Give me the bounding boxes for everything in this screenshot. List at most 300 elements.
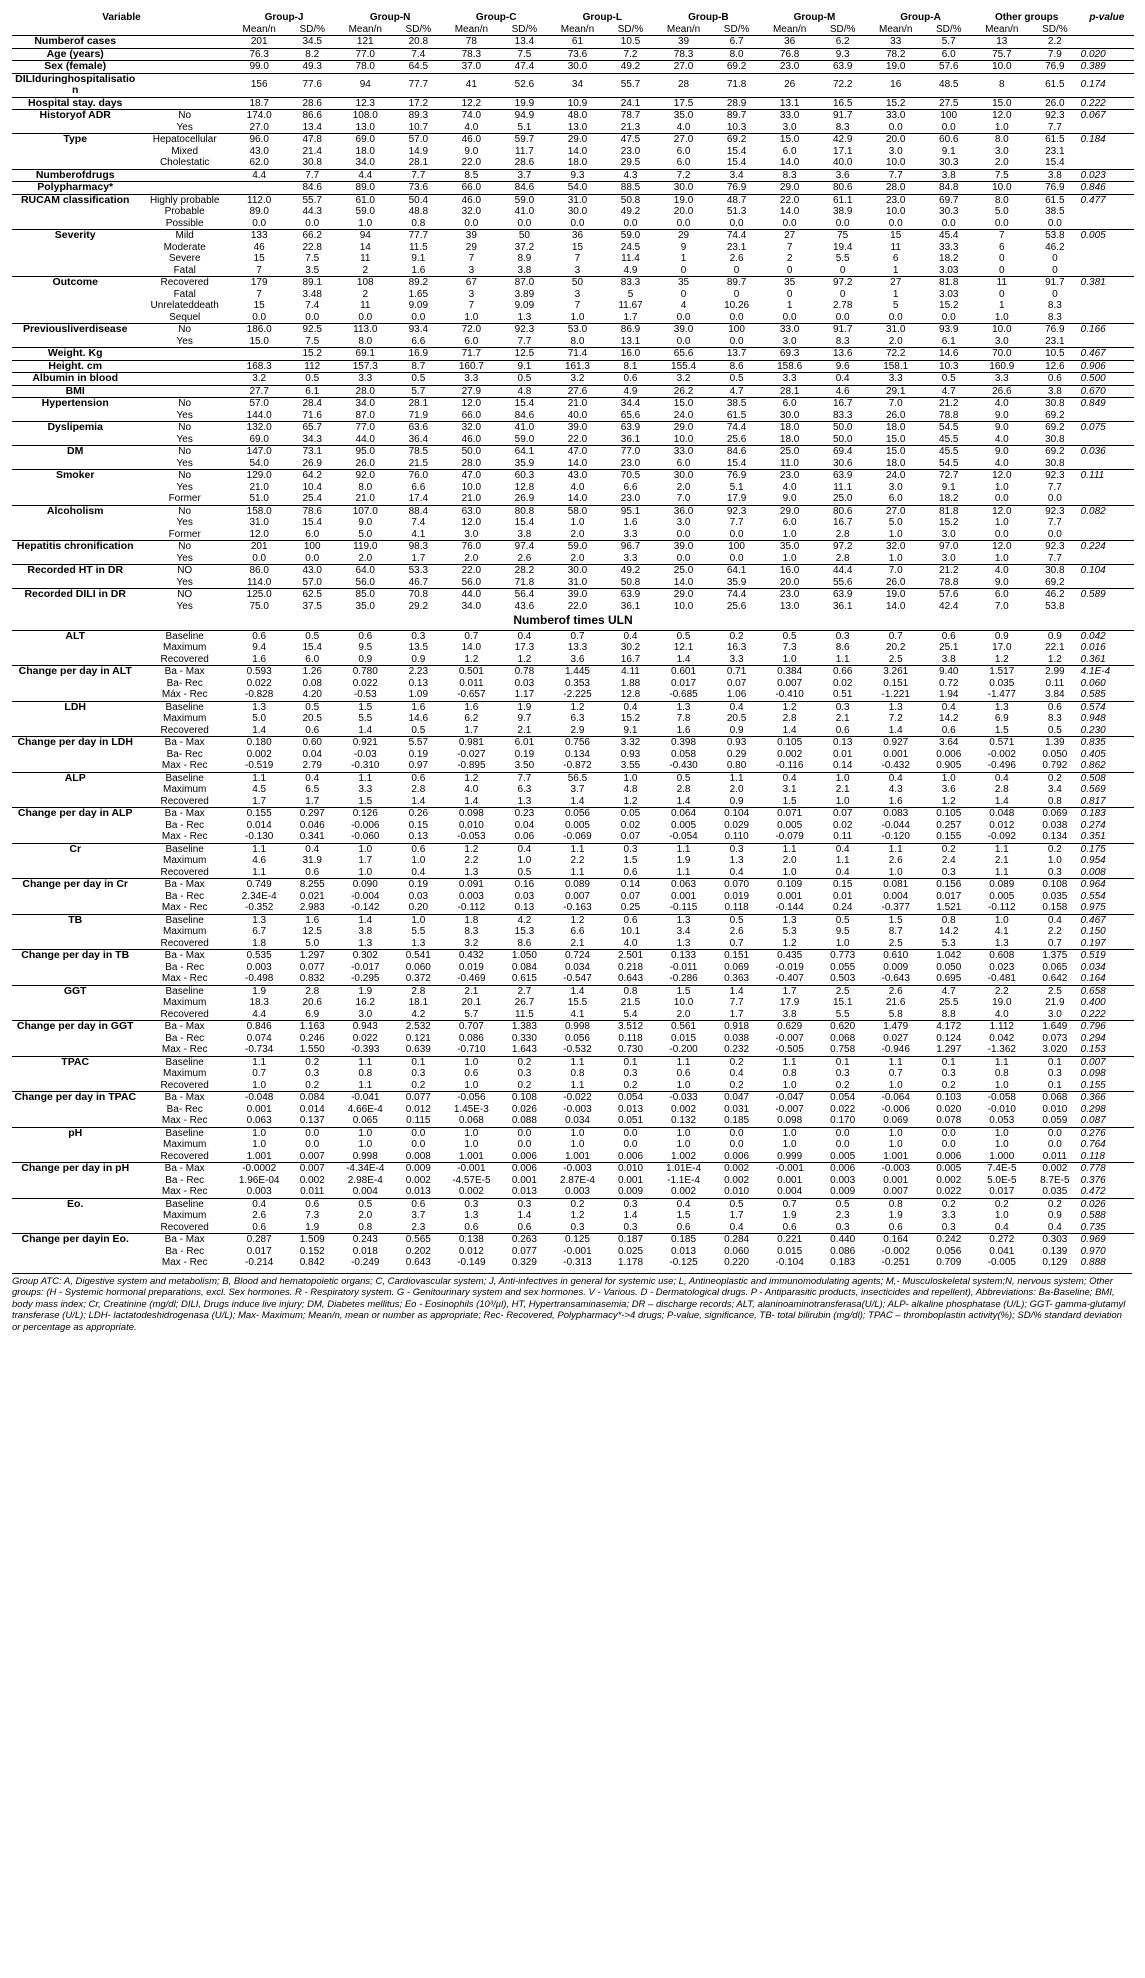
sd-cell: 3.64 — [924, 737, 974, 749]
sd-cell: 1.2 — [941, 795, 956, 807]
table-row — [12, 97, 1134, 110]
mean-cell: -0.060 — [351, 831, 380, 842]
sd-cell: 0.0 — [500, 1127, 550, 1139]
sd-cell: 48.8 — [408, 206, 429, 217]
mean-cell: 0.6 — [464, 1068, 479, 1079]
mean-cell: -0.377 — [881, 902, 910, 913]
variable-cell — [12, 725, 138, 737]
mean-cell: 6.2 — [464, 713, 479, 724]
sd-cell: 0.11 — [1045, 677, 1065, 689]
sd-cell: 0.6 — [305, 724, 320, 736]
sd-cell: 0.4 — [287, 843, 337, 855]
mean-cell: 1.3 — [358, 937, 373, 949]
sd-cell: 3.84 — [1045, 689, 1065, 700]
mean-cell: 30.0 — [779, 409, 800, 421]
sd-header: SD/% — [299, 23, 325, 35]
sd-cell: 60.3 — [500, 470, 550, 482]
p-value-cell: 0.389 — [1080, 61, 1134, 74]
mean-cell: 0.8 — [994, 1068, 1009, 1079]
sd-cell: 1.0 — [835, 937, 850, 949]
mean-cell: 1.002 — [671, 1150, 697, 1162]
category-cell: Hepatocellular — [138, 134, 231, 146]
sd-cell: 1.550 — [299, 1044, 325, 1055]
sd-cell: 15.4 — [500, 398, 550, 410]
mean-cell: 1.0 — [570, 1139, 585, 1150]
mean-cell: 72.0 — [443, 324, 499, 336]
sd-cell: 0.13 — [514, 902, 535, 913]
mean-cell: 41 — [443, 73, 499, 97]
p-value-cell: 0.366 — [1080, 1092, 1134, 1104]
mean-cell: 0.004 — [777, 1186, 803, 1197]
mean-cell: 56.5 — [549, 772, 605, 784]
mean-cell: 1.2 — [549, 914, 605, 926]
mean-cell: -0.022 — [549, 1092, 605, 1104]
sd-cell: 0 — [839, 264, 846, 276]
sd-cell: 44.3 — [302, 206, 322, 217]
sd-cell: 4.20 — [302, 689, 322, 700]
mean-cell: 28.0 — [337, 385, 393, 398]
sd-cell: 4.9 — [623, 264, 638, 276]
sd-cell: 20.5 — [726, 713, 747, 724]
group-header: Group-B — [688, 12, 729, 23]
table-row — [12, 1257, 1134, 1269]
mean-cell: 1.0 — [782, 653, 797, 665]
sd-cell: 0.5 — [393, 373, 443, 386]
category-cell: Maximum — [163, 1210, 207, 1221]
mean-cell: 2.0 — [464, 552, 479, 564]
mean-cell: 2.1 — [443, 985, 499, 997]
sd-cell: 3.020 — [1042, 1044, 1068, 1055]
table-row — [12, 1186, 1134, 1198]
category-cell: Highly probable — [138, 194, 231, 206]
table-row — [12, 134, 1134, 146]
sd-cell: 0.124 — [936, 1032, 962, 1044]
sd-cell: 2.6 — [729, 926, 744, 937]
sd-cell: 0.242 — [924, 1234, 974, 1246]
mean-cell: 3.3 — [868, 373, 924, 386]
mean-cell: 1.0 — [570, 517, 585, 528]
mean-cell: 0 — [999, 288, 1005, 300]
sd-cell: 12.6 — [1030, 360, 1080, 373]
sd-cell: 2.6 — [729, 253, 744, 264]
mean-cell: 0.6 — [337, 630, 393, 642]
mean-cell: 57.0 — [231, 398, 287, 410]
sd-cell: 0.065 — [1042, 961, 1068, 973]
p-value-cell: 0.166 — [1080, 324, 1134, 336]
table-row — [12, 820, 1134, 832]
sd-cell: 61.5 — [726, 409, 747, 421]
mean-cell: 31.0 — [549, 194, 605, 206]
mean-cell: 1.3 — [994, 937, 1009, 949]
sd-cell: 0.022 — [936, 1186, 962, 1197]
mean-cell: 17.9 — [779, 997, 800, 1008]
category-cell: Recovered — [160, 866, 209, 878]
variable-cell: Recorded HT in DR — [12, 565, 138, 577]
mean-cell: 9.0 — [358, 517, 373, 528]
mean-cell: 14.0 — [779, 206, 800, 217]
table-row — [12, 772, 1134, 784]
sd-cell: 17.3 — [514, 642, 535, 653]
sd-cell: 56.4 — [500, 589, 550, 601]
mean-cell: 1.9 — [337, 985, 393, 997]
sd-cell: 6.6 — [411, 481, 426, 493]
sd-cell: 34.3 — [302, 433, 322, 445]
sd-cell: 69.2 — [1045, 409, 1065, 421]
table-row — [12, 230, 1134, 242]
sd-cell: 0.93 — [620, 748, 641, 760]
sd-cell: 50.8 — [620, 576, 641, 588]
sd-cell: 0.03 — [408, 890, 429, 902]
p-value-cell — [1080, 253, 1134, 265]
sd-cell: 15.4 — [514, 517, 535, 528]
p-value-cell: 0.906 — [1080, 360, 1134, 373]
sd-cell: 25.5 — [939, 997, 959, 1008]
mean-cell: 1.1 — [868, 843, 924, 855]
mean-cell: 1 — [680, 253, 687, 264]
variable-cell — [12, 1222, 138, 1234]
sd-cell: 0.046 — [299, 819, 325, 831]
mean-cell: -0.056 — [443, 1092, 499, 1104]
sd-cell: 38.9 — [832, 206, 853, 217]
mean-cell: 0.063 — [655, 879, 711, 891]
sd-cell: 19.4 — [832, 241, 853, 253]
mean-cell: 0.535 — [231, 950, 287, 962]
mean-cell: 2.8 — [782, 713, 797, 724]
sd-cell: 57.0 — [302, 576, 322, 588]
mean-cell: 1.0 — [655, 1127, 711, 1139]
sd-cell: 0.23 — [500, 808, 550, 820]
mean-cell: 0.001 — [777, 890, 803, 902]
sd-cell: 64.5 — [393, 61, 443, 74]
sd-cell: 2.8 — [393, 985, 443, 997]
sd-cell: 0.8 — [411, 217, 426, 229]
mean-cell: 0.0 — [994, 493, 1009, 504]
mean-cell: 6.0 — [888, 493, 903, 504]
p-value-cell — [1080, 482, 1134, 494]
p-value-cell — [1080, 289, 1134, 301]
table-row — [12, 146, 1134, 158]
sd-cell: 44.4 — [818, 565, 868, 577]
mean-cell: 0.756 — [549, 737, 605, 749]
mean-cell: 1.0 — [974, 1127, 1030, 1139]
mean-cell: -0.048 — [231, 1092, 287, 1104]
sd-cell: 0.001 — [511, 1174, 537, 1186]
variable-cell: Previousliverdisease — [12, 324, 138, 336]
sd-cell: 0.8 — [606, 985, 656, 997]
p-value-cell: 0.098 — [1080, 1068, 1106, 1079]
mean-cell: 0.221 — [761, 1234, 817, 1246]
mean-cell: 15.0 — [868, 446, 924, 458]
sd-cell: 0.04 — [514, 819, 535, 831]
sd-cell: 26.9 — [514, 493, 535, 504]
mean-cell: 31.0 — [567, 576, 588, 588]
p-value-header: p-value — [1089, 12, 1125, 23]
mean-cell: 46.0 — [443, 194, 499, 206]
p-value-cell: 0.224 — [1080, 541, 1134, 553]
sd-cell: 63.9 — [606, 422, 656, 434]
mean-cell: 1.3 — [868, 701, 924, 713]
sd-cell: 0.615 — [511, 973, 537, 984]
mean-cell: 7 — [256, 264, 262, 276]
mean-cell: 15.0 — [761, 134, 817, 146]
mean-cell: 9.0 — [994, 576, 1009, 588]
mean-cell: 3.8 — [782, 1008, 797, 1020]
results-table — [12, 12, 1134, 1269]
sd-cell: 1.643 — [511, 1044, 537, 1055]
sd-cell: 0.051 — [617, 1115, 644, 1126]
mean-cell: 1.5 — [358, 795, 373, 807]
mean-cell: 3 — [574, 288, 581, 300]
category-cell: Máx - Rec — [161, 689, 208, 700]
mean-cell: 0.0 — [888, 217, 903, 229]
mean-cell: 1.0 — [782, 1079, 797, 1091]
mean-cell: 1.000 — [989, 1150, 1015, 1162]
table-row — [12, 73, 1134, 97]
sd-cell: 1.3 — [517, 311, 532, 323]
sd-cell: 0.134 — [1042, 831, 1068, 842]
mean-cell: -0.069 — [563, 831, 592, 842]
sd-cell: 0.2 — [623, 1079, 638, 1091]
mean-cell: 0.7 — [888, 1068, 903, 1079]
mean-cell: 1.1 — [974, 843, 1030, 855]
sd-cell: 15.3 — [514, 926, 535, 937]
sd-cell: 0.155 — [936, 831, 962, 842]
sd-cell: 0.07 — [620, 831, 641, 842]
mean-cell: 0.2 — [974, 1198, 1030, 1210]
sd-cell: 8.3 — [835, 335, 850, 347]
variable-cell: Change per day in LDH — [12, 737, 138, 749]
mean-cell: 27 — [868, 277, 924, 289]
sd-cell: 25.4 — [302, 493, 322, 504]
mean-cell: 0.089 — [549, 879, 605, 891]
category-cell: Former — [168, 528, 201, 540]
sd-cell: 0.068 — [1030, 1092, 1080, 1104]
mean-cell: 29.0 — [655, 589, 711, 601]
mean-cell: 0.0 — [358, 311, 373, 323]
mean-cell: 50.0 — [443, 446, 499, 458]
mean-cell: 1.1 — [655, 1056, 711, 1068]
mean-cell: -0.685 — [669, 689, 698, 700]
p-value-cell: 0.964 — [1080, 879, 1134, 891]
sd-cell: 0.077 — [511, 1245, 537, 1257]
mean-cell: 0 — [999, 264, 1005, 276]
mean-cell: 12.3 — [337, 97, 393, 110]
mean-cell: -0.149 — [457, 1257, 486, 1268]
category-cell: Possible — [165, 217, 204, 229]
category-cell — [138, 61, 231, 74]
sd-cell: 10.7 — [408, 121, 429, 133]
mean-cell: 0.151 — [883, 677, 909, 689]
sd-cell: 0.187 — [606, 1234, 656, 1246]
mean-cell: 26.2 — [655, 385, 711, 398]
mean-cell: 2.0 — [358, 552, 373, 564]
sd-cell: 0.7 — [1047, 937, 1062, 949]
mean-cell: 14.0 — [885, 600, 906, 612]
mean-cell: -0.407 — [775, 973, 804, 984]
mean-cell: 5 — [892, 300, 899, 311]
sd-cell: 92.3 — [1030, 541, 1080, 553]
mean-cell: 16.2 — [355, 997, 375, 1008]
sd-cell: 15.4 — [726, 457, 747, 469]
sd-cell: 6.01 — [500, 737, 550, 749]
mean-cell: 1.1 — [337, 772, 393, 784]
sd-cell: 76.9 — [712, 182, 762, 195]
table-row — [12, 48, 1134, 61]
mean-cell: -0.393 — [351, 1044, 380, 1055]
sd-cell: 4.8 — [623, 784, 638, 795]
mean-cell: 7.0 — [868, 398, 924, 410]
sd-cell: 46.2 — [1030, 589, 1080, 601]
mean-cell: 4.0 — [782, 481, 797, 493]
table-row — [12, 541, 1134, 553]
p-value-cell: 0.034 — [1080, 961, 1106, 973]
sd-cell: 23.1 — [1045, 145, 1065, 157]
sd-cell: 0.006 — [936, 1150, 962, 1162]
variable-cell: Change per day in Cr — [12, 879, 138, 891]
sd-cell: 2.5 — [818, 985, 868, 997]
sd-cell: 4.9 — [606, 385, 656, 398]
mean-cell: 27.9 — [443, 385, 499, 398]
mean-cell: -0.872 — [563, 760, 592, 771]
p-value-cell: 0.948 — [1080, 713, 1106, 724]
mean-cell: 33 — [868, 36, 924, 49]
variable-cell — [12, 962, 138, 974]
category-cell: Former — [168, 493, 201, 504]
mean-cell: 1.0 — [888, 1079, 903, 1091]
mean-cell: 1.0 — [994, 1079, 1009, 1091]
mean-cell: 1.0 — [888, 866, 903, 878]
mean-cell: -0.006 — [881, 1103, 910, 1115]
variable-cell: Eo. — [12, 1198, 138, 1210]
mean-cell: 0.017 — [246, 1245, 272, 1257]
mean-cell: 6.6 — [570, 926, 585, 937]
p-value-cell: 0.184 — [1080, 134, 1134, 146]
mean-cell: 78.3 — [655, 48, 711, 61]
sd-cell: 0.2 — [1030, 1198, 1080, 1210]
sd-cell: 1.6 — [623, 517, 638, 528]
category-cell: Ba - Rec — [165, 1245, 205, 1257]
sd-cell: 0.054 — [818, 1092, 868, 1104]
sd-cell: 0.3 — [606, 843, 656, 855]
sd-cell: 0.6 — [517, 1221, 532, 1233]
table-row — [12, 253, 1134, 265]
sd-cell: 0.02 — [620, 819, 641, 831]
variable-cell: Numberofdrugs — [12, 169, 138, 182]
table-row — [12, 985, 1134, 997]
mean-cell: 1.3 — [676, 937, 691, 949]
sd-cell: 0.24 — [832, 902, 853, 913]
variable-cell: Weight. Kg — [12, 348, 138, 361]
sd-cell: 0.15 — [818, 879, 868, 891]
mean-cell: 0.003 — [246, 961, 272, 973]
variable-cell: Outcome — [12, 277, 138, 289]
mean-cell: 0.927 — [868, 737, 924, 749]
sd-cell: 2.23 — [393, 666, 443, 678]
sd-cell: 0.25 — [620, 902, 641, 913]
mean-cell: 0.780 — [337, 666, 393, 678]
mean-cell: 0.432 — [443, 950, 499, 962]
sd-cell: 47.5 — [606, 134, 656, 146]
mean-cell: 2.0 — [888, 335, 903, 347]
sd-cell: 1.383 — [500, 1021, 550, 1033]
sd-cell: 0.0 — [835, 217, 850, 229]
sd-cell: 5.1 — [729, 481, 744, 493]
sd-cell: 0.055 — [830, 961, 856, 973]
sd-cell: 1.178 — [617, 1257, 644, 1268]
mean-cell: 0.002 — [671, 1186, 697, 1197]
sd-cell: 9.5 — [835, 926, 850, 937]
sd-cell: 0.4 — [1047, 1221, 1062, 1233]
mean-cell: 1.1 — [994, 866, 1009, 878]
mean-cell: 0.0 — [676, 217, 691, 229]
mean-cell: 1.001 — [458, 1150, 484, 1162]
category-cell: Max - Rec — [161, 831, 208, 842]
sd-cell: 0.709 — [936, 1257, 962, 1268]
sd-cell: 0.643 — [617, 973, 644, 984]
mean-cell: 13.0 — [567, 121, 588, 133]
sd-cell: 0.0 — [729, 335, 744, 347]
mean-cell: 0.4 — [761, 772, 817, 784]
mean-cell: 89.0 — [249, 206, 269, 217]
sd-cell: 92.3 — [1030, 505, 1080, 517]
variable-cell — [12, 820, 138, 832]
mean-cell: 0.012 — [989, 819, 1015, 831]
sd-cell: 0.5 — [712, 1198, 762, 1210]
mean-cell: 1.4 — [782, 724, 797, 736]
mean-header: Mean/n — [560, 23, 595, 35]
mean-cell: 1.8 — [252, 937, 267, 949]
sd-cell: 15.4 — [726, 157, 747, 168]
category-cell: Maximum — [163, 784, 207, 795]
sd-cell: 0.5 — [818, 914, 868, 926]
sd-cell: 5.4 — [623, 1008, 638, 1020]
sd-cell: 4.7 — [924, 985, 974, 997]
sd-cell: 12.5 — [302, 926, 322, 937]
sd-cell: 8.6 — [835, 642, 850, 653]
sd-cell: 1.39 — [1030, 737, 1080, 749]
sd-cell: 0.15 — [408, 819, 429, 831]
sd-cell: 0.0 — [623, 1139, 638, 1150]
mean-cell: 34.0 — [355, 157, 375, 168]
mean-cell: 20.1 — [461, 997, 482, 1008]
mean-cell: 0.3 — [443, 1198, 499, 1210]
mean-cell: 2 — [362, 264, 369, 276]
category-cell: No — [138, 398, 231, 410]
sd-header: SD/% — [405, 23, 432, 35]
mean-cell: 158.6 — [761, 360, 817, 373]
category-cell: Maximum — [163, 997, 207, 1008]
p-value-cell: 0.969 — [1080, 1234, 1134, 1246]
category-cell: NO — [138, 565, 231, 577]
mean-cell: 0.098 — [443, 808, 499, 820]
sd-cell: 0.108 — [1030, 879, 1080, 891]
sd-cell: 24.5 — [620, 241, 641, 253]
sd-cell: 0.11 — [833, 831, 853, 842]
sd-cell: 3.8 — [1030, 169, 1080, 182]
sd-cell: 45.5 — [924, 446, 974, 458]
sd-cell: 0.3 — [835, 1221, 850, 1233]
sd-cell: 28.1 — [393, 398, 443, 410]
p-value-cell — [1080, 300, 1134, 312]
mean-cell: 75.0 — [249, 600, 269, 612]
mean-cell: 69.3 — [761, 348, 817, 361]
mean-cell: 3.0 — [782, 121, 797, 133]
sd-cell: 0.0 — [729, 311, 744, 323]
p-value-cell: 0.007 — [1080, 1056, 1134, 1068]
category-cell: Ba - Rec — [165, 961, 205, 973]
sd-cell: 84.6 — [287, 182, 337, 195]
sd-cell: 47.8 — [287, 134, 337, 146]
